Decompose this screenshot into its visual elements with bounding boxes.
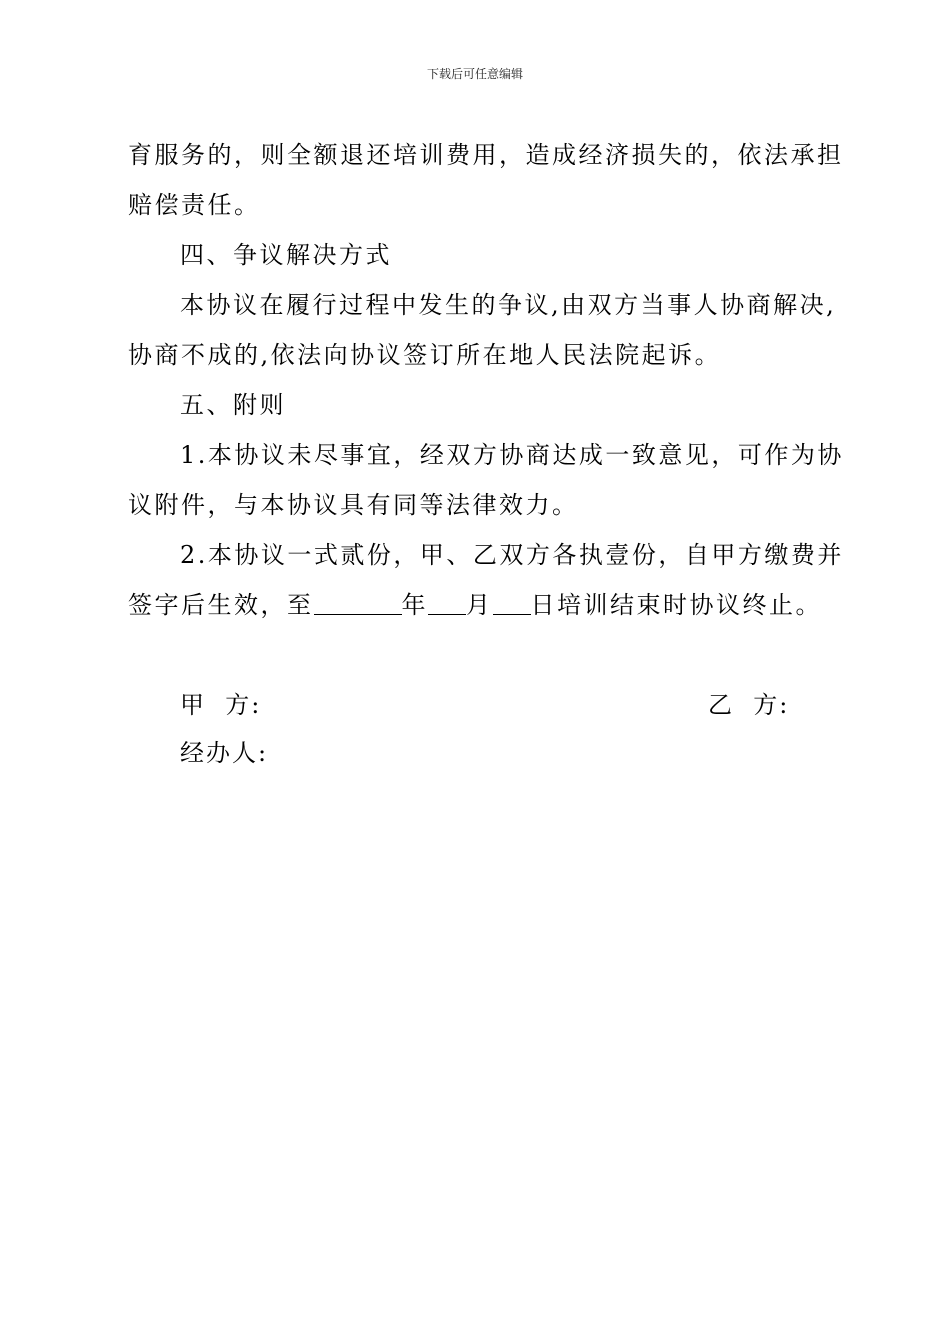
section-4-line-1: 本协议在履行过程中发生的争议,由双方当事人协商解决,: [180, 291, 837, 319]
continuation-line-1: 育服务的，则全额退还培训费用，造成经济损失的，依法承担: [128, 141, 844, 169]
day-blank: [493, 590, 531, 615]
year-label: 年: [401, 591, 428, 619]
header-note: 下载后可任意编辑: [426, 67, 523, 81]
handler-label: 经办人:: [180, 739, 269, 767]
clause-1-line-2: 议附件，与本协议具有同等法律效力。: [128, 491, 579, 519]
section-4-heading: 四、争议解决方式: [180, 241, 392, 269]
party-b-label: 乙 方:: [708, 691, 790, 719]
clause-2-line-2-suffix: 日培训结束时协议终止。: [530, 591, 822, 619]
clause-2-line-2: [128, 580, 832, 630]
section-4-line-2: 协商不成的,依法向协议签订所在地人民法院起诉。: [128, 341, 722, 369]
continuation-line-2: 赔偿责任。: [128, 191, 261, 219]
section-5-heading: 五、附则: [180, 391, 286, 419]
clause-2-line-1: 2.本协议一式贰份，甲、乙双方各执壹份，自甲方缴费并: [180, 541, 844, 569]
year-blank: [314, 590, 402, 615]
clause-1-line-1: 1.本协议未尽事宜，经双方协商达成一致意见，可作为协: [180, 441, 844, 469]
month-blank: [428, 590, 466, 615]
party-a-label: 甲 方:: [180, 691, 262, 719]
agreement-body: [128, 130, 844, 630]
month-label: 月: [466, 591, 493, 619]
signature-row: [180, 680, 790, 730]
clause-2-line-2-prefix: 签字后生效，至: [128, 591, 314, 619]
